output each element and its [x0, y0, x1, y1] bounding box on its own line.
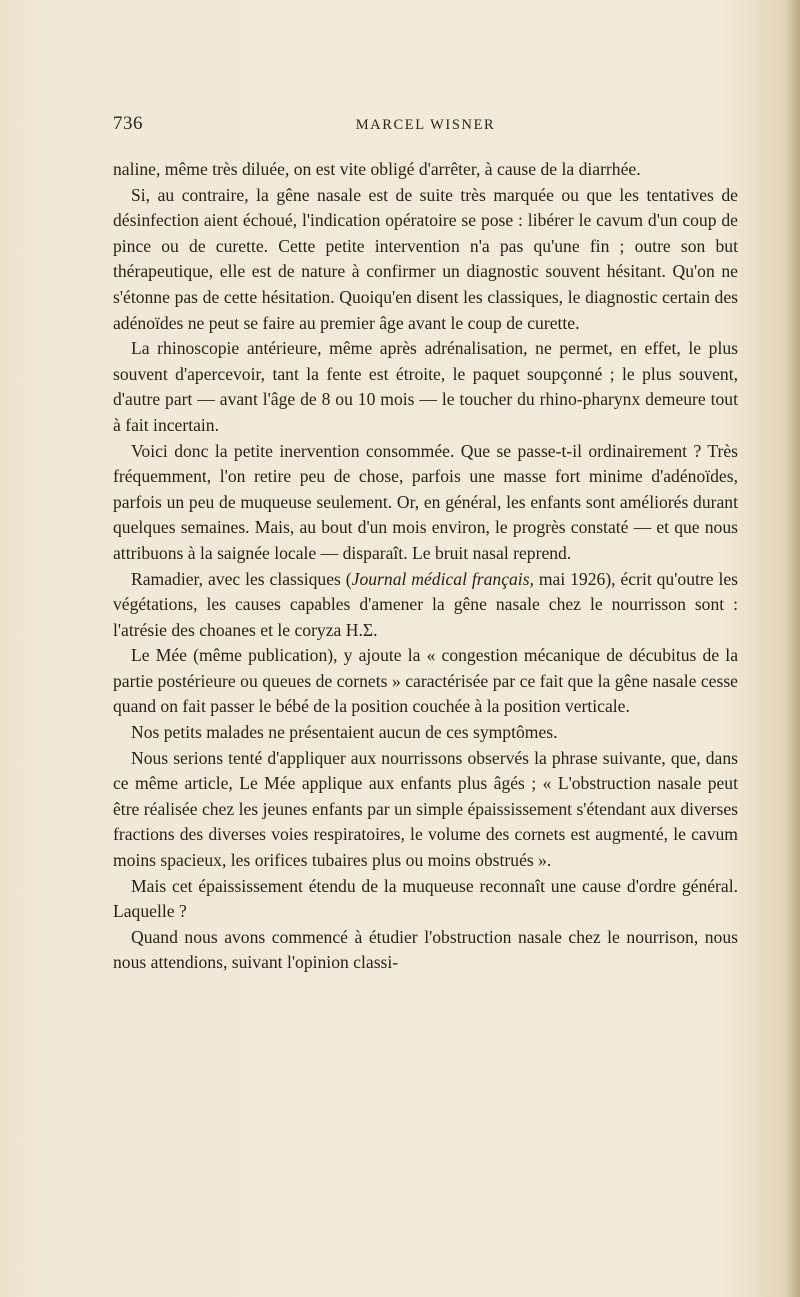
- journal-title: Journal médical français: [351, 568, 530, 589]
- text-run: Ramadier, avec les classiques (: [131, 568, 352, 589]
- body-text: [113, 157, 738, 976]
- paragraph-citation: [113, 567, 738, 644]
- page-edge-shadow: [786, 0, 800, 1297]
- text-run: , mai 1926), écrit qu'outre les végétations, les causes capables d'amener la gêne nasale chez le nourrisson sont : l'atrésie des choanes et le coryza H.Σ.: [113, 568, 738, 640]
- paragraph: Voici donc la petite inervention consommée. Que se passe-t-il ordinairement ? Très fréquemment, l'on retire peu de chose, parfois une masse fort minime d'adénoïdes, parfois un peu de muqueuse seulement. Or, en général, les enfants sont améliorés durant quelques semaines. Mais, au bout d'un mois environ, le progrès constaté — et que nous attribuons à la saignée locale — disparaît. Le bruit nasal reprend.: [113, 440, 738, 563]
- paragraph: Nous serions tenté d'appliquer aux nourrissons observés la phrase suivante, que, dans ce même article, Le Mée applique aux enfants plus âgés ; « L'obstruction nasale peut être réalisée chez les jeunes enfants par un simple épaississement s'étendant aux diverses fractions des diverses voies respiratoires, le volume des cornets est augmenté, le cavum moins spacieux, les orifices tubaires plus ou moins obstrués ».: [113, 747, 738, 871]
- paragraph: Quand nous avons commencé à étudier l'obstruction nasale chez le nourrison, nous nous attendions, suivant l'opinion classi-: [113, 926, 738, 973]
- paragraph: La rhinoscopie antérieure, même après adrénalisation, ne permet, en effet, le plus souvent d'apercevoir, tant la fente est étroite, le paquet soupçonné ; le plus souvent, d'autre part — avant l'âge de 8 ou 10 mois — le toucher du rhino-pharynx demeure tout à fait incertain.: [113, 338, 738, 435]
- paragraph: Mais cet épaississement étendu de la muqueuse reconnaît une cause d'ordre général. Laquelle ?: [113, 875, 738, 922]
- running-head: MARCEL WISNER: [355, 117, 496, 133]
- paragraph: Nos petits malades ne présentaient aucun de ces symptômes.: [131, 722, 558, 743]
- paragraph: Si, au contraire, la gêne nasale est de suite très marquée ou que les tentatives de désinfection aient échoué, l'indication opératoire se pose : libérer le cavum d'un coup de pince ou de curette. Cette petite intervention n'a pas qu'une fin ; outre son but thérapeutique, elle est de nature à confirmer un diagnostic souvent hésitant. Qu'on ne s'étonne pas de cette hésitation. Quoiqu'en disent les classiques, le diagnostic certain des adénoïdes ne peut se faire au premier âge avant le coup de curette.: [113, 184, 738, 333]
- paragraph: Le Mée (même publication), y ajoute la « congestion mécanique de décubitus de la partie postérieure ou queues de cornets » caractérisée par ce fait que la gêne nasale cesse quand on fait passer le bébé de la position couchée à la position verticale.: [113, 645, 738, 717]
- page-header: [113, 113, 738, 143]
- page-number: 736: [113, 113, 143, 134]
- paragraph: naline, même très diluée, on est vite obligé d'arrêter, à cause de la diarrhée.: [113, 159, 641, 179]
